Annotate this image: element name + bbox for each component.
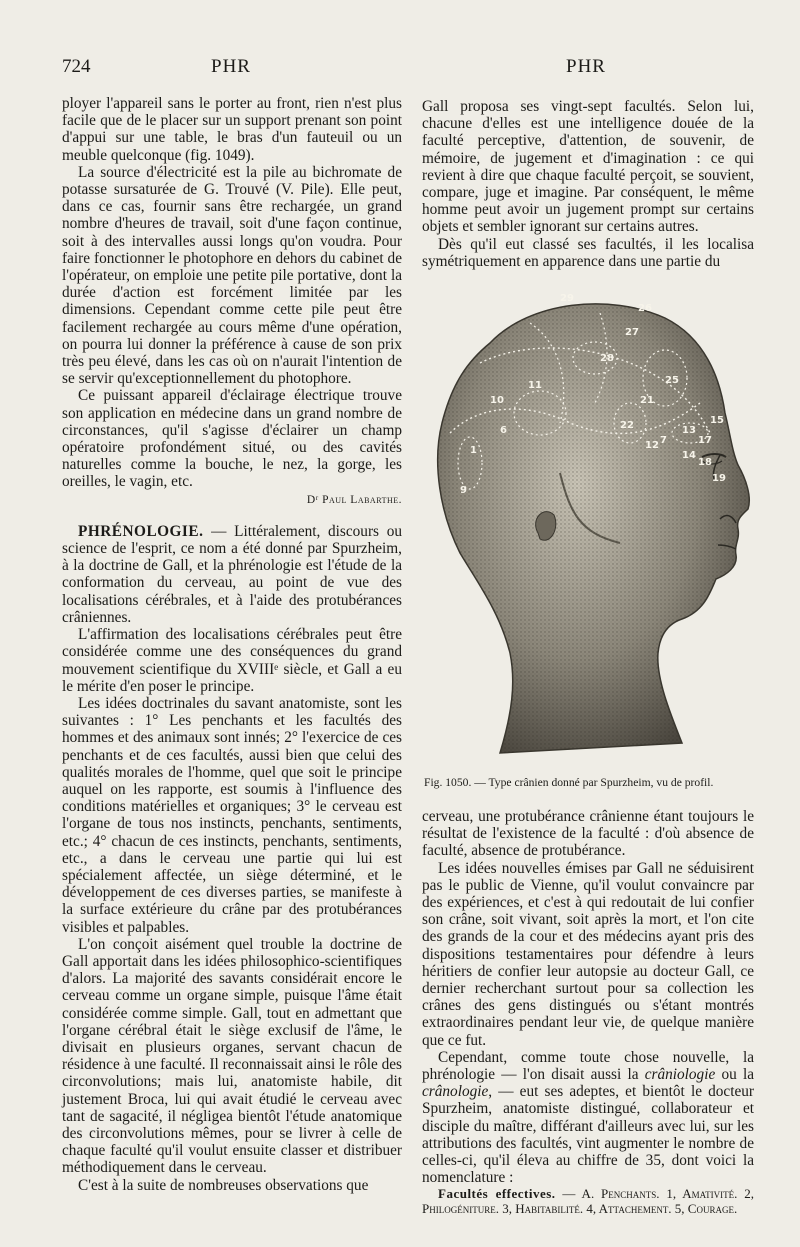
right-column-bottom	[422, 808, 754, 1216]
header-keyword-right: PHR	[566, 56, 606, 77]
region-number-label: 9	[460, 485, 467, 496]
region-number-label: 28	[600, 353, 614, 364]
region-number-label: 7	[660, 435, 667, 446]
region-number-label: 26	[638, 303, 652, 314]
paragraph: L'on conçoit aisément quel trouble la doctrine de Gall apportait dans les idées philosophico-scientifiques d'alors. La majorité des savants considérait encore le cerveau comme un organe simple, puisque l'âme était considérée comme simple. Gall, tout en admettant que l'organe cérébral était le siège exclusif de l'âme, le divisait en plusieurs organes, servant chacun de résidence à une faculté. Il reconnaissait ainsi le rôle des circonvolutions; mais lui, anatomiste habile, dit justement Broca, lui qui avait étudié le cerveau avec tant de sagacité, il négligea bientôt l'étude anatomique des circonvolutions mêmes, pour se livrer à celle de chaque faculté qu'il voulut ensuite classer et distribuer méthodiquement dans le cerveau.	[62, 935, 402, 1177]
left-column	[62, 95, 402, 1194]
header-keyword-left: PHR	[211, 56, 251, 77]
text-run: , — eut ses adeptes, et bientôt le docteur Spurzheim, anatomiste distingué, collaborateur et disciple du maître, différant d'ailleurs avec lui, sur les attributions des facultés, vint augmenter le nombre de celles-ci, qu'il éleva au chiffre de 35, dont voici la nomenclature :	[422, 1083, 754, 1187]
figure-caption: Fig. 1050. — Type crânien donné par Spurzheim, vu de profil.	[424, 776, 714, 789]
paragraph: C'est à la suite de nombreuses observations que	[78, 1176, 369, 1194]
paragraph: L'affirmation des localisations cérébrales peut être considérée comme une des conséquences du grand mouvement scientifique du XVIIIᵉ siècle, et Gall a eu le mérite d'en poser le principe.	[62, 626, 402, 695]
faculties-entries: — A. Penchants. 1, Amativité. 2, Philogéniture. 3, Habitabilité. 4, Attachement. 5, Courage.	[422, 1186, 754, 1217]
region-number-label: 14	[682, 450, 696, 461]
head-profile-engraving	[420, 283, 760, 773]
italic-term: crâniologie	[644, 1066, 716, 1084]
region-number-label: 21	[640, 395, 654, 406]
text-run: Cependant, comme toute chose nouvelle, la phrénologie — l'on disait aussi la	[422, 1048, 754, 1084]
region-number-label: 6	[500, 425, 507, 436]
phrenology-head-figure	[420, 283, 760, 773]
region-number-label: 12	[645, 440, 659, 451]
region-number-label: 1	[470, 445, 477, 456]
page-number: 724	[62, 56, 91, 77]
region-number-label: 18	[698, 457, 712, 468]
paragraph: cerveau, une protubérance crânienne étant toujours le résultat de l'existence de la faculté : d'où absence de faculté, absence de protubérance.	[422, 808, 754, 860]
right-column-top	[422, 98, 754, 270]
region-number-label: 27	[625, 327, 639, 338]
author-signature: Dʳ Paul Labarthe.	[306, 493, 402, 506]
paragraph: La source d'électricité est la pile au bichromate de potasse sursaturée de G. Trouvé (V. Pile). Elle peut, dans ce cas, fournir sans être rechargée, un grand nombre d'heures de travail, soit d'une façon continue, soit à des intervalles aussi longs qu'on voudra. Pour faire fonctionner le photophore en dehors du cabinet de l'opérateur, on emploie une petite pile portative, dont la durée d'action est forcément limitée par les dimensions. Cependant comme cette pile peut être facilement rechargée au cours même d'une opération, on pourra lui donner la préférence à cause de son prix très peu élevé, dans les cas où on n'aurait l'intention de se servir qu'exceptionnellement du photophore.	[62, 163, 402, 388]
article-title: PHRÉNOLOGIE.	[78, 522, 204, 540]
running-header	[0, 56, 800, 80]
paragraph: Gall proposa ses vingt-sept facultés. Selon lui, chacune d'elles est une intelligence douée de la faculté perceptive, d'attention, de souvenir, de mémoire, de jugement et d'imagination : ce qui revient à dire que chaque faculté perçoit, se souvient, compare, juge et imagine. Par conséquent, le même homme peut avoir un jugement prompt sur certains objets et sembler ignorant sur certains autres.	[422, 98, 754, 236]
paragraph: Les idées nouvelles émises par Gall ne séduisirent pas le public de Vienne, qu'il voulut convaincre par des expériences, et c'est à qui redoutait de lui confier son crâne, soit vivant, soit après la mort, et l'on cite des grands de la cour et des médecins ayant pris des dispositions testamentaires pour défendre à leurs héritiers de confier leur autopsie au docteur Gall, ce dernier recherchant surtout pour sa collection les crânes des gens distingués ou s'étant montrés extraordinaires pendant leur vie, de quelque manière que ce fut.	[422, 859, 754, 1049]
section-separator	[62, 509, 402, 523]
article-intro	[62, 523, 402, 626]
faculties-heading: Facultés effectives.	[438, 1186, 556, 1202]
region-number-label: 13	[682, 425, 696, 436]
region-number-label: 22	[620, 420, 634, 431]
italic-term: crânologie	[422, 1083, 489, 1101]
region-number-label: 11	[528, 380, 542, 391]
region-number-label: 10	[490, 395, 504, 406]
region-number-label: 25	[665, 375, 679, 386]
paragraph	[422, 1049, 754, 1187]
region-number-label: 19	[712, 473, 726, 484]
region-number-label: 17	[698, 435, 712, 446]
faculties-list	[422, 1186, 754, 1216]
text-run: ou la	[715, 1066, 754, 1084]
paragraph: ployer l'appareil sans le porter au front, rien n'est plus facile que de le placer sur un support prenant son point d'appui sur une table, le bras d'un fauteuil ou un meuble quelconque (fig. 1049).	[62, 95, 402, 164]
paragraph: Ce puissant appareil d'éclairage électrique trouve son application en médecine dans un grand nombre de circonstances, qu'il s'agisse d'éclairer un champ opératoire profondément situé, ou des cavités naturelles comme la bouche, le nez, la gorge, les oreilles, le vagin, etc.	[62, 387, 402, 491]
paragraph: Les idées doctrinales du savant anatomiste, sont les suivantes : 1° Les penchants et les facultés des hommes et des animaux sont innés; 2° l'exercice de ces penchants et de ces facultés, aussi bien que celui des qualités morales de l'homme, quel que soit le principe auquel on les rapporte, est soumis à l'influence des conditions matérielles et organiques; 3° le cerveau est l'organe de tous nos instincts, penchants, sentiments, etc.; 4° chacun de ces instincts, penchants, sentiments, etc., a dans le cerveau une partie qui lui est spécialement affectée, un siège déterminé, et le développement de ces diverses parties, se manifeste à la surface extérieure du crâne par des protubérances visibles et palpables.	[62, 694, 402, 936]
article-definition: — Littéralement, discours ou science de l'esprit, ce nom a été donné par Spurzheim, à la doctrine de Gall, et la phrénologie est l'étude de la conformation du cerveau, au point de vue des localisations cérébrales, et à l'aide des protubérances crâniennes.	[62, 522, 402, 626]
region-number-label: 29	[560, 293, 574, 304]
paragraph: Dès qu'il eut classé ses facultés, il les localisa symétriquement en apparence dans une partie du	[422, 235, 754, 270]
region-number-label: 15	[710, 415, 724, 426]
